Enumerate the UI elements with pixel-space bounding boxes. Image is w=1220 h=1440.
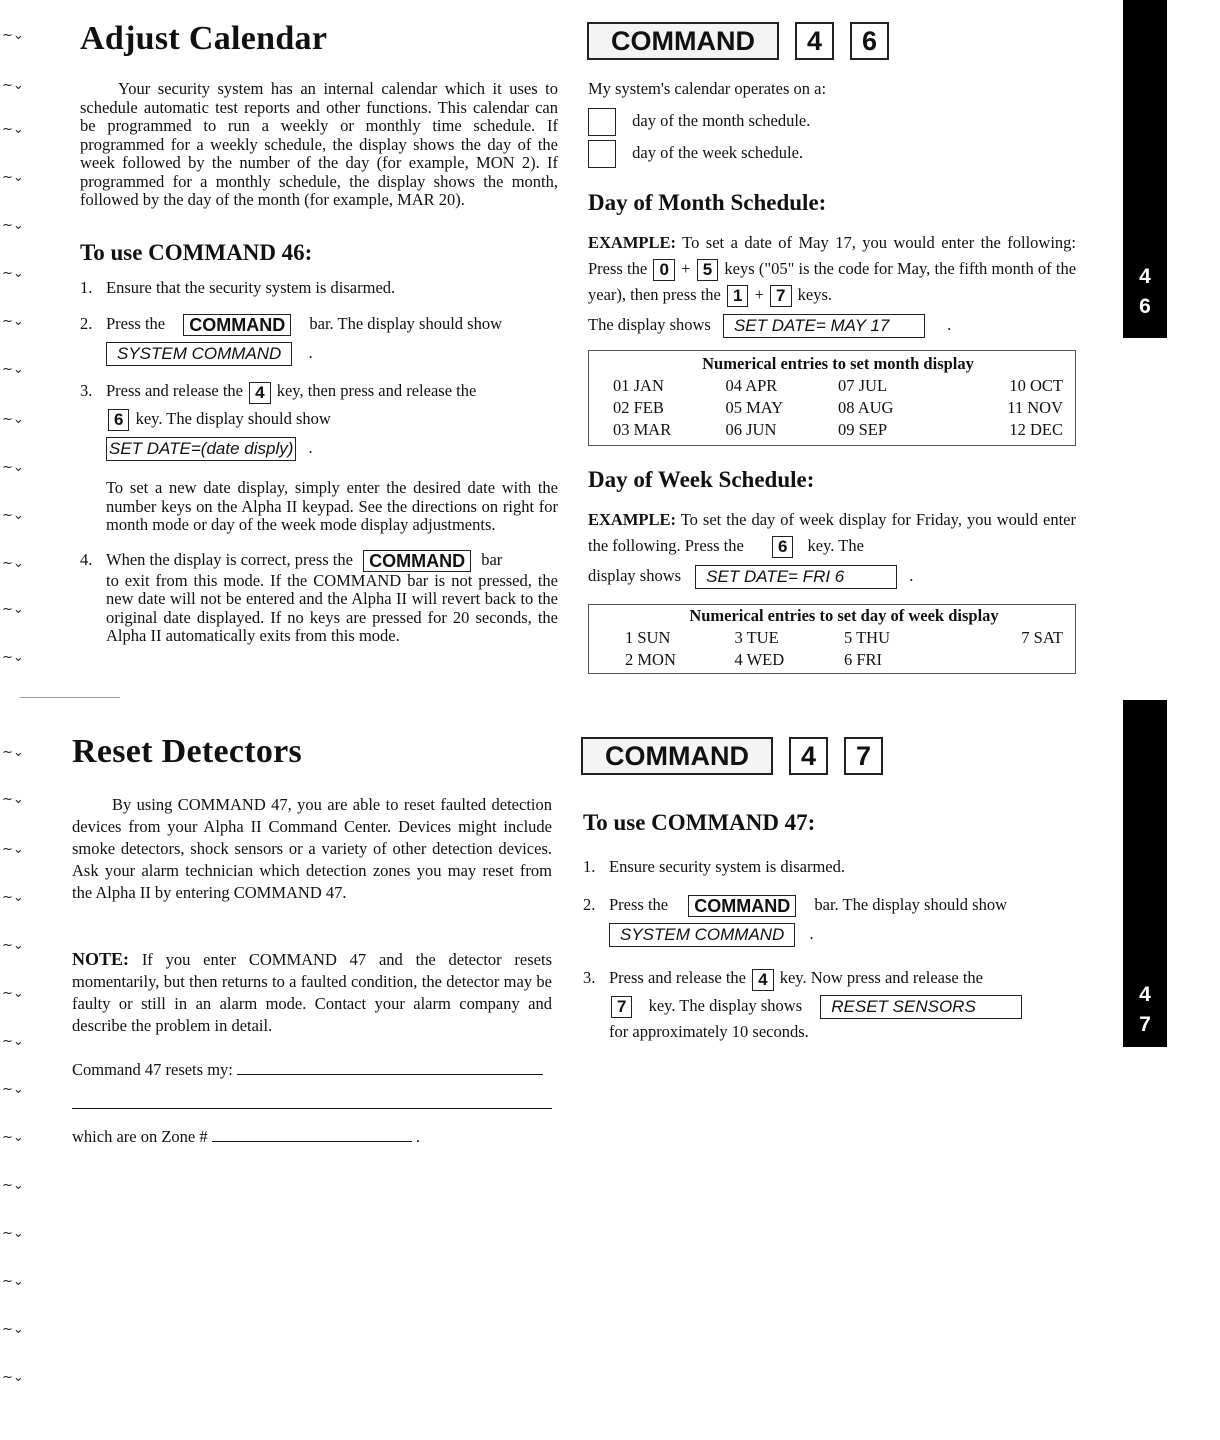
tab-digit: 4 — [1139, 265, 1151, 288]
key-6[interactable]: 6 — [108, 409, 129, 431]
step-number: 4. — [80, 549, 93, 569]
display-label: The display shows — [588, 315, 711, 334]
weekday-cell: 7 SAT — [1021, 628, 1063, 647]
step-number: 1. — [583, 857, 596, 876]
step-text: key. The display should show — [135, 408, 331, 428]
use-command-46-heading: To use COMMAND 46: — [80, 240, 313, 265]
step-text: key. Now press and release the — [779, 968, 983, 988]
checkbox-week[interactable] — [588, 140, 616, 168]
example-text: key. The — [807, 536, 864, 555]
note-label: NOTE: — [72, 949, 130, 969]
step3-line2 — [106, 408, 558, 431]
lcd-system-command: SYSTEM COMMAND — [106, 342, 292, 366]
month-display-line — [588, 312, 1076, 338]
calendar-intro: Your security system has an internal calendar which it uses to schedule automatic test reports and other functions. This calendar can be programmed to run a weekly or monthly time schedule. If programmed for a weekly schedule, the display shows the day of the week followed by the number of the day (for example, MON 2). If programmed for a monthly schedule, the display shows the month, followed by the day of the month (for example, MAR 20). — [80, 79, 558, 209]
month-table — [588, 350, 1076, 446]
step-text: When the display is correct, press the — [106, 549, 353, 569]
step2-display-line — [106, 342, 558, 366]
cmd46-step2 — [80, 313, 558, 366]
step3-line2 — [609, 995, 1071, 1019]
period: . — [909, 566, 914, 585]
command-key-large: COMMAND — [581, 737, 773, 775]
weekday-cell: 3 TUE — [734, 628, 779, 647]
plus-sign: + — [754, 285, 764, 304]
calendar-question-text: My system's calendar operates on a: — [588, 79, 827, 98]
month-cell: 09 SEP — [838, 420, 888, 439]
lcd-set-date: SET DATE=(date disply) — [106, 437, 296, 461]
step-text: Ensure security system is disarmed. — [609, 857, 845, 876]
note-text: If you enter COMMAND 47 and the detector resets momentarily, but then returns to a faulted condition, the detector may be faulty or still in an alarm mode. Contact your alarm company and describe the problem in detail. — [72, 950, 552, 1035]
period: . — [947, 315, 952, 334]
month-row — [613, 375, 1063, 397]
key-4-large: 4 — [795, 22, 834, 60]
step3-display-line — [106, 437, 558, 461]
example-text: keys ("05" is the code for May, the fifth month of the year), then press the — [588, 259, 1077, 304]
period: . — [809, 924, 814, 944]
weekday-table-title: Numerical entries to set day of week display — [689, 606, 999, 625]
resets-blank[interactable] — [237, 1074, 543, 1075]
key-7[interactable]: 7 — [611, 996, 632, 1018]
lcd-set-date-may: SET DATE= MAY 17 — [723, 314, 925, 338]
step-number: 2. — [583, 895, 596, 914]
step-text: bar. The display should show — [309, 314, 503, 333]
month-cell: 12 DEC — [1009, 420, 1063, 439]
command-key[interactable]: COMMAND — [183, 314, 291, 336]
section-tab-47 — [1123, 700, 1167, 1047]
step-text: key, then press and release the — [276, 381, 477, 401]
cmd46-steps — [80, 277, 558, 646]
option-week[interactable] — [588, 140, 1076, 168]
command-key[interactable]: COMMAND — [363, 550, 471, 572]
resets-field — [72, 1060, 552, 1080]
week-example — [588, 507, 1076, 589]
display-label: display shows — [588, 566, 682, 585]
zone-label: which are on Zone # — [72, 1127, 208, 1146]
key-7-large: 7 — [844, 737, 883, 775]
cmd46-header-keys — [587, 22, 901, 60]
month-cell: 06 JUN — [725, 420, 777, 439]
month-cell: 02 FEB — [613, 398, 664, 417]
step-number: 3. — [80, 381, 93, 401]
tab-digit: 6 — [1139, 295, 1151, 318]
weekday-cell: 5 THU — [844, 628, 890, 647]
day-of-week-heading: Day of Week Schedule: — [588, 467, 815, 492]
step-text: Press and release the — [106, 381, 243, 401]
period: . — [308, 437, 313, 457]
tab-digit: 4 — [1139, 983, 1151, 1006]
reset-intro: By using COMMAND 47, you are able to reset faulted detection devices from your Alpha II Command Center. Devices might include smoke detectors, shock sensors or a variety of other detection devices. Ask your alarm technician which detection zones you may reset from the Alpha II by entering COMMAND 47. — [72, 795, 552, 902]
weekday-table — [588, 604, 1076, 674]
period: . — [308, 343, 313, 363]
step-number: 3. — [583, 968, 596, 988]
weekday-cell: 6 FRI — [844, 650, 883, 669]
weekday-cell: 1 SUN — [625, 628, 671, 647]
key-5[interactable]: 5 — [697, 259, 718, 281]
month-table-title: Numerical entries to set month display — [702, 354, 974, 373]
section-divider — [20, 697, 120, 698]
resets-blank-line2[interactable] — [72, 1108, 552, 1109]
key-4[interactable]: 4 — [249, 382, 270, 404]
example-label: EXAMPLE: — [588, 233, 676, 252]
cmd47-header-keys — [581, 737, 895, 775]
option-month-label: day of the month schedule. — [632, 110, 811, 130]
cmd47-step3 — [583, 967, 1071, 1042]
month-cell: 08 AUG — [838, 398, 894, 417]
step-number: 1. — [80, 278, 93, 297]
month-cell: 05 MAY — [725, 398, 784, 417]
key-4-large: 4 — [789, 737, 828, 775]
resets-label: Command 47 resets my: — [72, 1060, 233, 1079]
month-cell: 10 OCT — [1009, 376, 1063, 395]
plus-sign: + — [681, 259, 691, 278]
month-row — [613, 397, 1063, 419]
key-1[interactable]: 1 — [727, 285, 748, 307]
lcd-system-command: SYSTEM COMMAND — [609, 923, 795, 947]
calendar-mode-question — [588, 78, 1076, 168]
step-text: Press the — [609, 895, 669, 914]
section-title-adjust-calendar: Adjust Calendar — [80, 20, 328, 57]
step-text: Ensure that the security system is disarmed. — [106, 278, 396, 297]
key-0[interactable]: 0 — [653, 259, 674, 281]
month-cell: 11 NOV — [1007, 398, 1063, 417]
option-month[interactable] — [588, 108, 1076, 136]
day-of-month-heading: Day of Month Schedule: — [588, 190, 827, 215]
section-title-reset-detectors: Reset Detectors — [72, 733, 303, 770]
step-text: bar — [481, 549, 503, 569]
step4-detail: to exit from this mode. If the COMMAND bar is not pressed, the new date will not be entered and the Alpha II will revert back to the original date displayed. If no keys are pressed for 20 seconds, the Alpha II automatically exits from this mode. — [106, 570, 558, 646]
month-cell: 07 JUL — [838, 376, 888, 395]
weekday-cell: 2 MON — [625, 650, 676, 669]
use-command-47-heading: To use COMMAND 47: — [583, 810, 816, 835]
weekday-row — [625, 649, 1063, 671]
cmd46-step4 — [80, 549, 558, 646]
cmd47-steps — [583, 856, 1071, 1043]
weekday-cell: 4 WED — [734, 650, 785, 669]
example-text: To set a date of May 17, you would enter the following: Press the — [588, 233, 1077, 278]
example-label: EXAMPLE: — [588, 510, 676, 529]
lcd-set-date-fri: SET DATE= FRI 6 — [695, 565, 897, 589]
command-key[interactable]: COMMAND — [688, 895, 796, 917]
weekday-row — [625, 627, 1063, 649]
zone-field — [72, 1127, 420, 1147]
cmd47-step2 — [583, 894, 1071, 947]
month-row — [613, 419, 1063, 441]
week-display-line — [588, 563, 1076, 589]
example-text: keys. — [797, 285, 832, 304]
month-cell: 04 APR — [725, 376, 778, 395]
lcd-reset-sensors: RESET SENSORS — [820, 995, 1022, 1019]
month-example — [588, 230, 1076, 338]
step2-display-line — [609, 923, 1071, 947]
month-cell: 03 MAR — [613, 420, 672, 439]
key-6[interactable]: 6 — [772, 536, 793, 558]
key-7[interactable]: 7 — [770, 285, 791, 307]
option-week-label: day of the week schedule. — [632, 142, 804, 162]
weekday-cell — [954, 649, 1064, 671]
cmd47-step1 — [583, 856, 1071, 878]
step3-note: To set a new date display, simply enter the desired date with the number keys on the Alpha II keypad. See the directions on right for month mode or day of the week mode display adjustments. — [106, 478, 558, 535]
zone-blank[interactable] — [212, 1141, 412, 1142]
step-text: for approximately 10 seconds. — [609, 1021, 809, 1041]
month-cell: 01 JAN — [613, 376, 664, 395]
cmd46-step1 — [80, 277, 558, 299]
section-tab-46 — [1123, 0, 1167, 338]
key-6-large: 6 — [850, 22, 889, 60]
key-4[interactable]: 4 — [752, 969, 773, 991]
reset-note — [72, 948, 552, 1037]
tab-digit: 7 — [1139, 1013, 1151, 1036]
step-text: key. The display shows — [648, 995, 803, 1015]
step-text: bar. The display should show — [814, 895, 1008, 914]
step-text: Press the — [106, 314, 166, 333]
checkbox-month[interactable] — [588, 108, 616, 136]
step-text: Press and release the — [609, 968, 746, 988]
step-number: 2. — [80, 314, 93, 333]
example-text: To set the day of week display for Friday, you would enter the following. Press the — [588, 510, 1077, 555]
cmd46-step3 — [80, 380, 558, 534]
command-key-large: COMMAND — [587, 22, 779, 60]
period: . — [415, 1127, 420, 1146]
